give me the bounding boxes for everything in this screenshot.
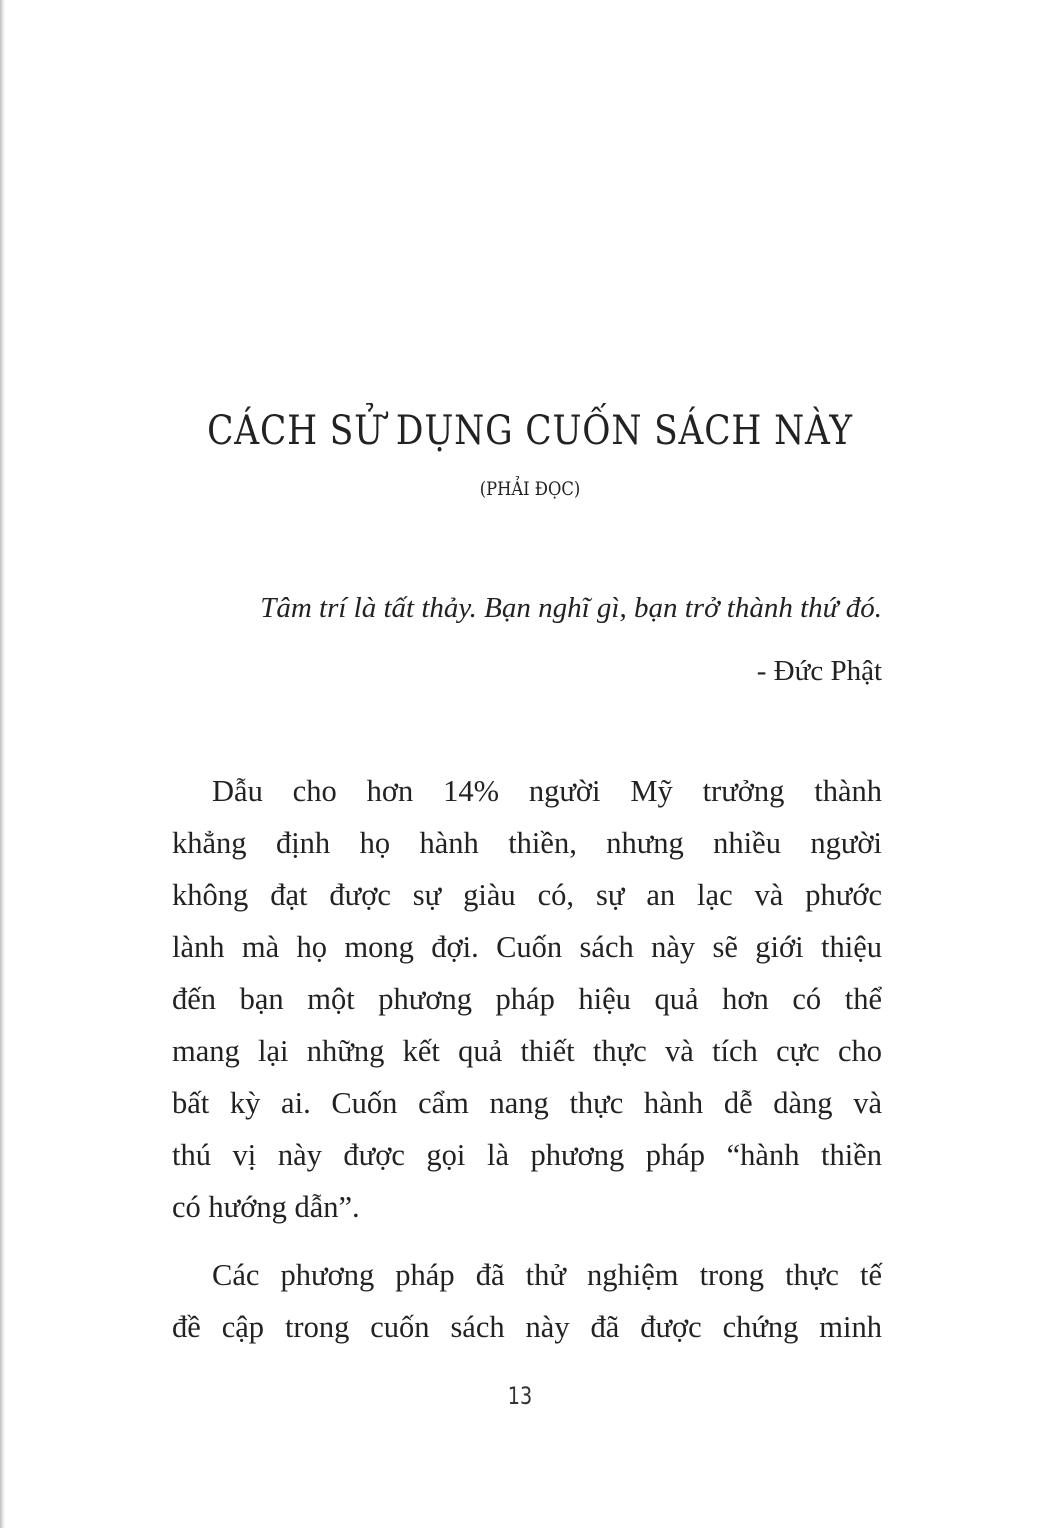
chapter-title: CÁCH SỬ DỤNG CUỐN SÁCH NÀY: [207, 408, 853, 454]
paragraph-line: mang lại những kết quả thiết thực và tích cực cho: [172, 1034, 882, 1068]
paragraph-line: Các phương pháp đã thử nghiệm trong thực tế: [212, 1258, 882, 1292]
paragraph-line: không đạt được sự giàu có, sự an lạc và phước: [172, 878, 882, 912]
epigraph-quote: Tâm trí là tất thảy. Bạn nghĩ gì, bạn trở thành thứ đó.: [260, 592, 882, 624]
paragraph-line: lành mà họ mong đợi. Cuốn sách này sẽ giới thiệu: [172, 930, 882, 964]
paragraph-line: đề cập trong cuốn sách này đã được chứng minh: [172, 1310, 882, 1344]
paragraph-line: bất kỳ ai. Cuốn cẩm nang thực hành dễ dàng và: [172, 1086, 882, 1120]
paragraph-line: khẳng định họ hành thiền, nhưng nhiều người: [172, 826, 882, 860]
epigraph-author: - Đức Phật: [756, 655, 882, 687]
paragraph-line: Dẫu cho hơn 14% người Mỹ trưởng thành: [212, 774, 882, 808]
page-number: 13: [507, 1382, 533, 1410]
paragraph-line: có hướng dẫn”.: [172, 1190, 360, 1224]
chapter-subtitle: (PHẢI ĐỌC): [479, 478, 581, 500]
page-edge-shadow: [0, 0, 5, 1528]
paragraph-line: đến bạn một phương pháp hiệu quả hơn có thể: [172, 982, 882, 1016]
paragraph-line: thú vị này được gọi là phương pháp “hành thiền: [172, 1138, 882, 1172]
